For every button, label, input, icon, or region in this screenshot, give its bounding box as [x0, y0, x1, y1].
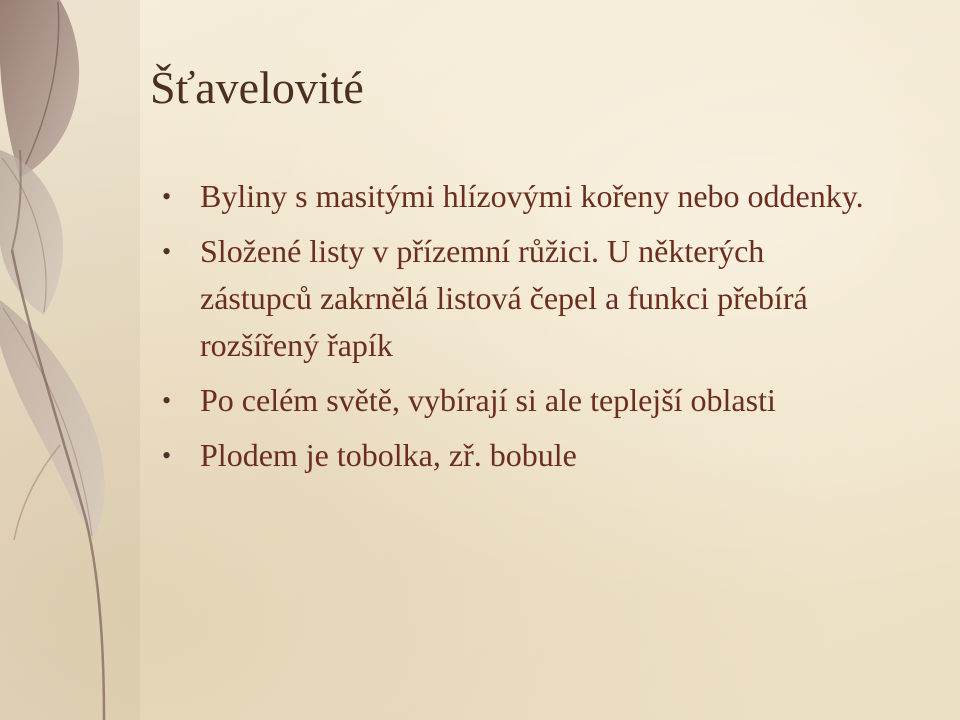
bullet-item — [160, 432, 880, 479]
bullet-text: Složené listy v přízemní růžici. U některých zástupců zakrnělá listová čepel a funkci přebírá rozšířený řapík — [200, 233, 808, 363]
bullet-dot-icon: • — [162, 237, 172, 266]
bullet-item — [160, 377, 880, 424]
slide-title: Šťavelovité — [150, 62, 364, 113]
bullet-list — [160, 173, 880, 487]
bullet-text: Plodem je tobolka, zř. bobule — [200, 437, 577, 473]
bullet-item — [160, 228, 880, 369]
bullet-text: Byliny s masitými hlízovými kořeny nebo oddenky. — [200, 178, 864, 214]
bullet-dot-icon: • — [162, 441, 172, 470]
bullet-text: Po celém světě, vybírají si ale teplejší oblasti — [200, 382, 776, 418]
bullet-dot-icon: • — [162, 386, 172, 415]
bullet-item — [160, 173, 880, 220]
bullet-dot-icon: • — [162, 182, 172, 211]
